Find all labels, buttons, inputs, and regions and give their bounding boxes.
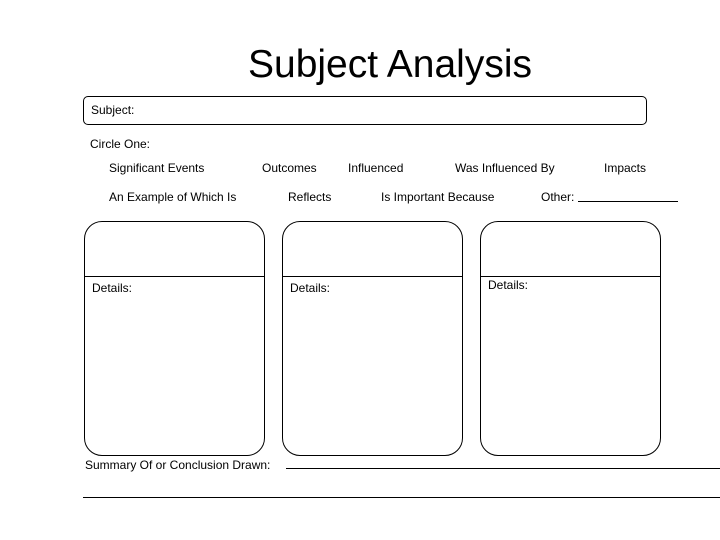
other-input-line[interactable]	[578, 201, 678, 202]
summary-input-line-2[interactable]	[83, 497, 720, 498]
summary-input-line-1[interactable]	[286, 468, 720, 469]
subject-field[interactable]	[83, 96, 647, 125]
page-title: Subject Analysis	[248, 43, 532, 86]
details-label: Details:	[92, 281, 133, 295]
panel-divider	[481, 276, 660, 277]
summary-label: Summary Of or Conclusion Drawn:	[85, 458, 271, 472]
circle-one-label: Circle One:	[90, 137, 151, 151]
option-is-important-because[interactable]: Is Important Because	[381, 190, 495, 204]
panel-divider	[283, 276, 462, 277]
option-significant-events[interactable]: Significant Events	[109, 161, 205, 175]
details-panel-2[interactable]	[282, 221, 463, 456]
subject-label: Subject:	[91, 103, 135, 117]
option-impacts[interactable]: Impacts	[604, 161, 647, 175]
option-reflects[interactable]: Reflects	[288, 190, 332, 204]
panel-divider	[85, 276, 264, 277]
option-an-example-of-which-is[interactable]: An Example of Which Is	[109, 190, 237, 204]
option-other[interactable]: Other:	[541, 190, 575, 204]
details-panel-1[interactable]	[84, 221, 265, 456]
option-influenced[interactable]: Influenced	[348, 161, 404, 175]
option-outcomes[interactable]: Outcomes	[262, 161, 317, 175]
details-panel-3[interactable]	[480, 221, 661, 456]
details-label: Details:	[290, 281, 331, 295]
details-label: Details:	[488, 278, 529, 292]
option-was-influenced-by[interactable]: Was Influenced By	[455, 161, 555, 175]
